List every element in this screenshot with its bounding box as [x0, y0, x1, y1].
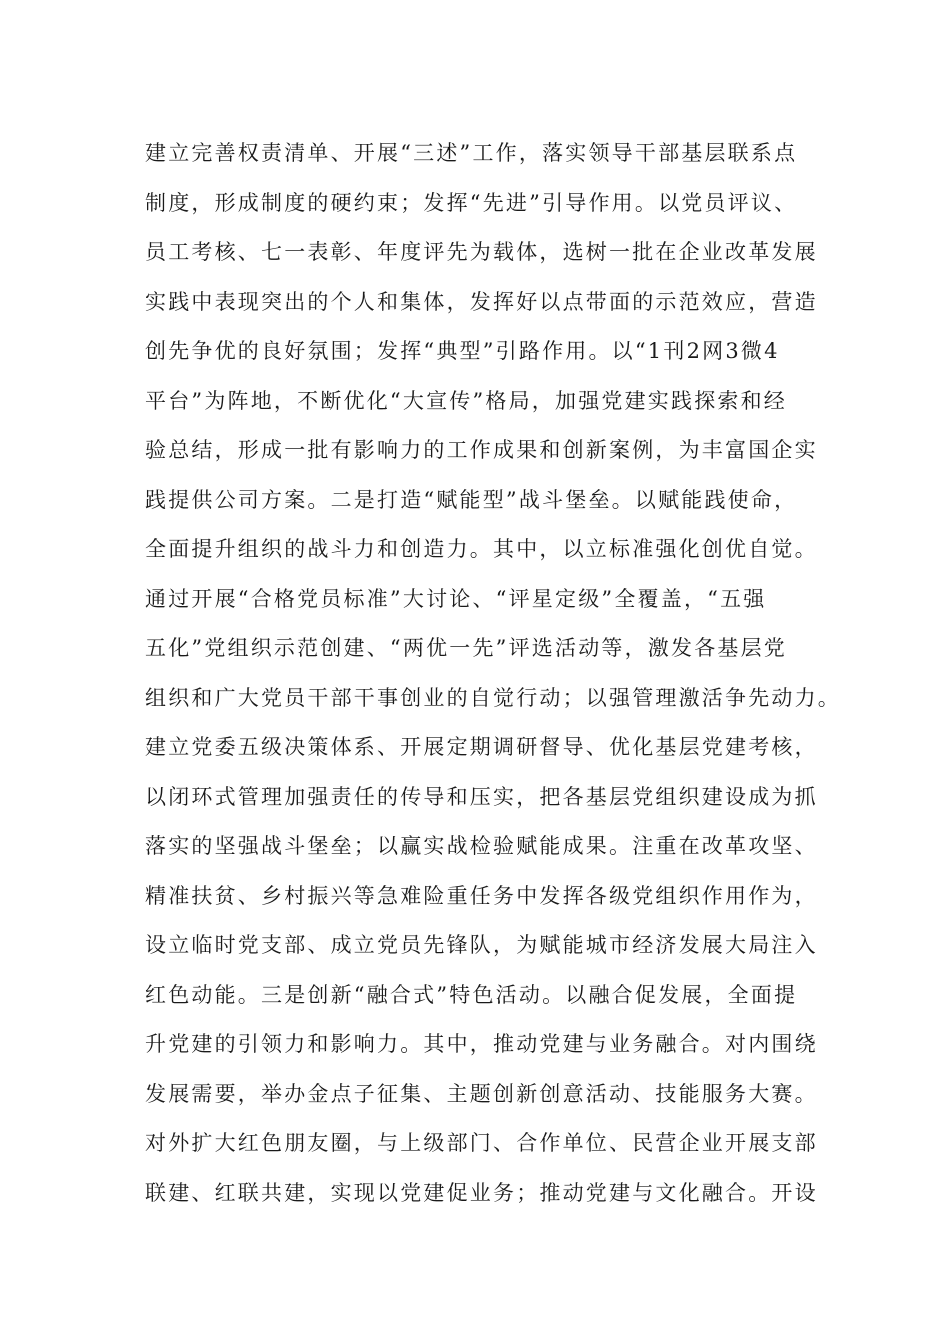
text-line: 设立临时党支部、成立党员先锋队，为赋能城市经济发展大局注入: [145, 933, 818, 957]
text-line: 实践中表现突出的个人和集体，发挥好以点带面的示范效应，营造: [145, 289, 818, 314]
body-text: [145, 133, 841, 1222]
text-line: 员工考核、七一表彰、年度评先为载体，选树一批在企业改革发展: [145, 240, 818, 264]
text-line: 以闭环式管理加强责任的传导和压实，把各基层党组织建设成为抓: [145, 784, 818, 809]
text-line: 创先争优的良好氛围；发挥“典型”引路作用。以“1刊2网3微4: [145, 339, 780, 363]
text-line: 全面提升组织的战斗力和创造力。其中，以立标准强化创优自觉。: [145, 537, 818, 561]
text-line: 联建、红联共建，实现以党建促业务；推动党建与文化融合。开设: [145, 1180, 818, 1205]
text-line: 制度，形成制度的硬约束；发挥“先进”引导作用。以党员评议、: [145, 190, 798, 215]
text-line: 建立完善权责清单、开展“三述”工作，落实领导干部基层联系点: [145, 141, 798, 165]
text-line: 落实的坚强战斗堡垒；以赢实战检验赋能成果。注重在改革攻坚、: [145, 834, 818, 858]
text-line: 通过开展“合格党员标准”大讨论、“评星定级”全覆盖，“五强: [145, 586, 767, 611]
text-line: 对外扩大红色朋友圈，与上级部门、合作单位、民营企业开展支部: [145, 1131, 818, 1155]
text-line: 升党建的引领力和影响力。其中，推动党建与业务融合。对内围绕: [145, 1032, 818, 1056]
text-line: 践提供公司方案。二是打造“赋能型”战斗堡垒。以赋能践使命，: [145, 487, 798, 512]
text-line: 验总结，形成一批有影响力的工作成果和创新案例，为丰富国企实: [145, 438, 818, 462]
text-line: 建立党委五级决策体系、开展定期调研督导、优化基层党建考核，: [145, 735, 818, 759]
text-line: 发展需要，举办金点子征集、主题创新创意活动、技能服务大赛。: [145, 1081, 818, 1106]
text-line: 红色动能。三是创新“融合式”特色活动。以融合促发展，全面提: [145, 982, 798, 1007]
text-line: 平台”为阵地，不断优化“大宣传”格局，加强党建实践探索和经: [145, 388, 788, 413]
text-line: 五化”党组织示范创建、“两优一先”评选活动等，激发各基层党: [145, 636, 788, 660]
text-line: 组织和广大党员干部干事创业的自觉行动；以强管理激活争先动力。: [145, 685, 841, 710]
text-line: 精准扶贫、乡村振兴等急难险重任务中发挥各级党组织作用作为，: [145, 883, 818, 908]
